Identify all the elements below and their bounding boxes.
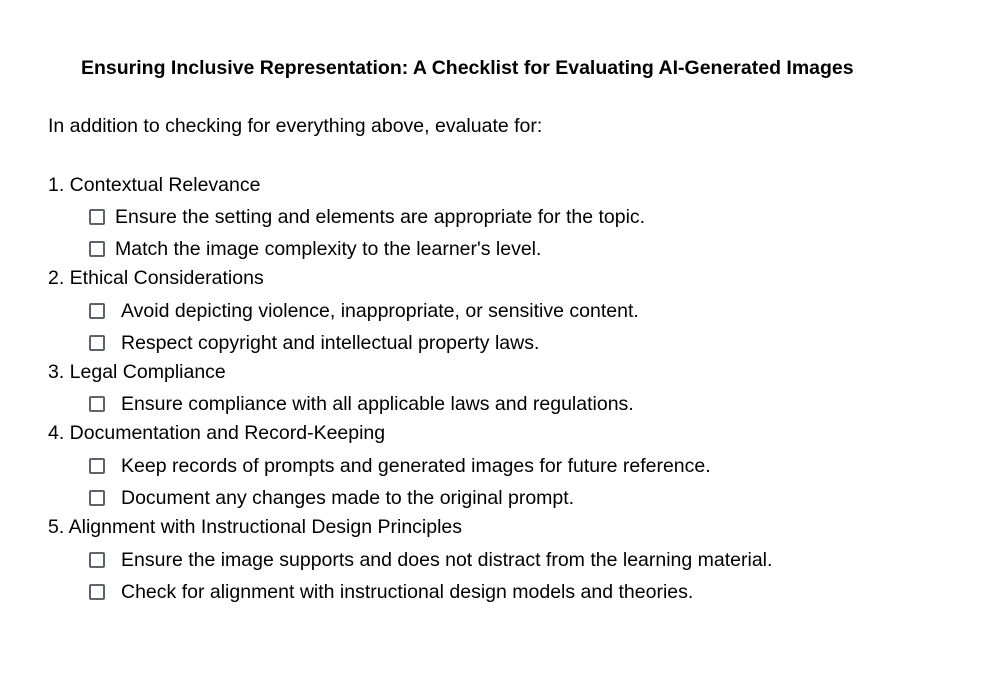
checklist-item-label: Ensure the image supports and does not distract from the learning material. <box>121 548 773 571</box>
checkbox[interactable] <box>89 584 105 600</box>
checklist-item-label: Ensure the setting and elements are appropriate for the topic. <box>115 205 646 228</box>
checklist-item[interactable] <box>89 487 574 509</box>
checkbox[interactable] <box>89 303 105 319</box>
checklist-item[interactable] <box>89 393 634 415</box>
checklist-item-label: Check for alignment with instructional design models and theories. <box>121 580 694 603</box>
checkbox[interactable] <box>89 552 105 568</box>
checklist-item-label: Keep records of prompts and generated images for future reference. <box>121 454 711 477</box>
checkbox[interactable] <box>89 241 105 257</box>
checkbox[interactable] <box>89 458 105 474</box>
section-heading-documentation: 4. Documentation and Record-Keeping <box>48 422 386 444</box>
checklist-item-label: Document any changes made to the original prompt. <box>121 486 575 509</box>
checklist-item[interactable] <box>89 549 772 571</box>
intro-text: In addition to checking for everything above, evaluate for: <box>48 115 543 137</box>
checkbox[interactable] <box>89 335 105 351</box>
document-title: Ensuring Inclusive Representation: A Checklist for Evaluating AI-Generated Images <box>81 57 854 79</box>
checklist-item[interactable] <box>89 581 693 603</box>
checklist-item[interactable] <box>89 455 711 477</box>
checkbox[interactable] <box>89 209 105 225</box>
checklist-item[interactable] <box>89 206 645 228</box>
checklist-item-label: Ensure compliance with all applicable laws and regulations. <box>121 392 634 415</box>
checklist-item[interactable] <box>89 332 539 354</box>
section-heading-contextual-relevance: 1. Contextual Relevance <box>48 174 261 196</box>
checkbox[interactable] <box>89 490 105 506</box>
checklist-item[interactable] <box>89 300 639 322</box>
checklist-item[interactable] <box>89 238 541 260</box>
checkbox[interactable] <box>89 396 105 412</box>
checklist-item-label: Respect copyright and intellectual property laws. <box>121 331 540 354</box>
section-heading-instructional-design: 5. Alignment with Instructional Design Principles <box>48 516 463 538</box>
section-heading-legal-compliance: 3. Legal Compliance <box>48 361 226 383</box>
checklist-item-label: Match the image complexity to the learner's level. <box>115 237 542 260</box>
checklist-item-label: Avoid depicting violence, inappropriate, or sensitive content. <box>121 299 639 322</box>
section-heading-ethical-considerations: 2. Ethical Considerations <box>48 267 264 289</box>
